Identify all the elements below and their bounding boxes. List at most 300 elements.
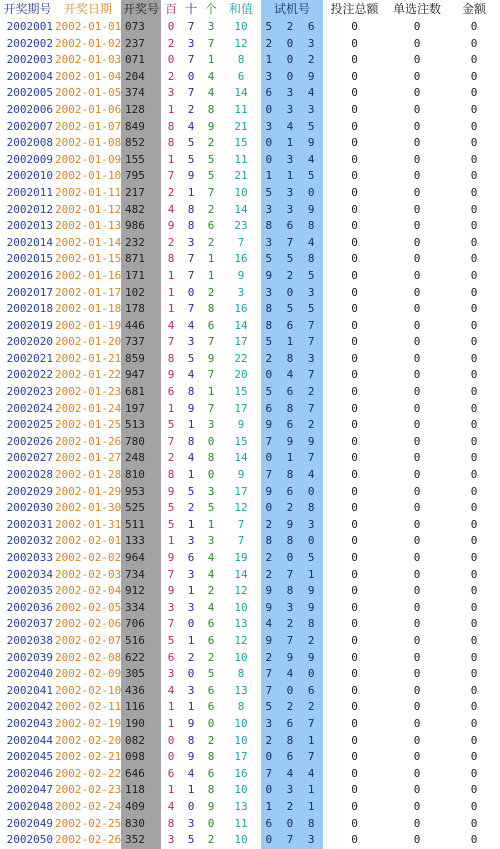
date-cell[interactable]: 2002-02-03 — [55, 567, 121, 581]
trial-cell[interactable]: 2 9 3 — [261, 517, 323, 534]
hundreds-cell[interactable]: 7 — [167, 335, 175, 349]
trial-cell[interactable]: 1 1 5 — [261, 168, 323, 185]
bet-total-cell[interactable]: 0 — [351, 152, 358, 166]
table-row[interactable] — [0, 616, 500, 633]
hundreds-cell[interactable]: 8 — [167, 136, 175, 150]
tens-cell[interactable]: 3 — [187, 600, 195, 614]
units-cell[interactable]: 0 — [207, 468, 215, 482]
single-count-cell[interactable]: 0 — [413, 185, 421, 199]
number-cell[interactable]: 912 — [121, 583, 161, 600]
issue-cell[interactable]: 2002043 — [6, 716, 53, 730]
number-cell[interactable]: 102 — [121, 285, 161, 302]
sum-cell[interactable]: 10 — [234, 650, 248, 664]
amount-cell[interactable]: 0 — [470, 136, 478, 150]
date-cell[interactable]: 2002-02-06 — [55, 617, 121, 631]
trial-cell[interactable]: 7 4 0 — [261, 666, 323, 683]
tens-cell[interactable]: 8 — [187, 733, 195, 747]
amount-cell[interactable]: 0 — [470, 69, 478, 83]
hundreds-cell[interactable]: 0 — [167, 20, 175, 33]
trial-cell[interactable]: 3 0 9 — [261, 69, 323, 86]
amount-cell[interactable]: 0 — [470, 385, 478, 399]
number-cell[interactable]: 852 — [121, 135, 161, 152]
amount-cell[interactable]: 0 — [470, 252, 478, 266]
sum-cell[interactable]: 16 — [234, 302, 248, 316]
number-cell[interactable]: 681 — [121, 384, 161, 401]
sum-cell[interactable]: 17 — [234, 401, 248, 415]
issue-cell[interactable]: 2002032 — [6, 534, 53, 548]
table-row[interactable] — [0, 533, 500, 550]
number-cell[interactable]: 947 — [121, 367, 161, 384]
table-row[interactable] — [0, 666, 500, 683]
issue-cell[interactable]: 2002013 — [6, 219, 53, 233]
amount-cell[interactable]: 0 — [470, 766, 478, 780]
bet-total-cell[interactable]: 0 — [351, 20, 358, 33]
date-cell[interactable]: 2002-02-22 — [55, 766, 121, 780]
units-cell[interactable]: 3 — [207, 484, 215, 498]
trial-cell[interactable]: 0 7 3 — [261, 832, 323, 849]
bet-total-cell[interactable]: 0 — [351, 650, 358, 664]
issue-cell[interactable]: 2002012 — [6, 202, 53, 216]
hundreds-cell[interactable]: 5 — [167, 517, 175, 531]
header-date[interactable]: 开奖日期 — [63, 2, 112, 16]
units-cell[interactable]: 3 — [207, 418, 215, 432]
tens-cell[interactable]: 8 — [187, 385, 195, 399]
single-count-cell[interactable]: 0 — [413, 501, 421, 515]
table-row[interactable] — [0, 85, 500, 102]
single-count-cell[interactable]: 0 — [413, 219, 421, 233]
bet-total-cell[interactable]: 0 — [351, 268, 358, 282]
sum-cell[interactable]: 23 — [234, 219, 248, 233]
issue-cell[interactable]: 2002040 — [6, 667, 53, 681]
table-row[interactable] — [0, 102, 500, 119]
tens-cell[interactable]: 2 — [187, 650, 195, 664]
date-cell[interactable]: 2002-01-08 — [55, 136, 121, 150]
issue-cell[interactable]: 2002009 — [6, 152, 53, 166]
units-cell[interactable]: 6 — [207, 683, 215, 697]
sum-cell[interactable]: 10 — [234, 833, 248, 847]
table-row[interactable] — [0, 434, 500, 451]
single-count-cell[interactable]: 0 — [413, 53, 421, 67]
units-cell[interactable]: 4 — [207, 69, 215, 83]
number-cell[interactable]: 334 — [121, 600, 161, 617]
date-cell[interactable]: 2002-01-03 — [55, 53, 121, 67]
bet-total-cell[interactable]: 0 — [351, 434, 358, 448]
sum-cell[interactable]: 6 — [237, 69, 245, 83]
table-row[interactable] — [0, 235, 500, 252]
trial-cell[interactable]: 1 2 1 — [261, 799, 323, 816]
amount-cell[interactable]: 0 — [470, 268, 478, 282]
units-cell[interactable]: 2 — [207, 285, 215, 299]
amount-cell[interactable]: 0 — [470, 119, 478, 133]
sum-cell[interactable]: 9 — [237, 268, 245, 282]
amount-cell[interactable]: 0 — [470, 302, 478, 316]
amount-cell[interactable]: 0 — [470, 169, 478, 183]
tens-cell[interactable]: 6 — [187, 551, 195, 564]
number-cell[interactable]: 513 — [121, 417, 161, 434]
units-cell[interactable]: 7 — [207, 36, 215, 50]
issue-cell[interactable]: 2002034 — [6, 567, 53, 581]
single-count-cell[interactable]: 0 — [413, 683, 421, 697]
trial-cell[interactable]: 0 3 4 — [261, 152, 323, 169]
table-row[interactable] — [0, 633, 500, 650]
units-cell[interactable]: 0 — [207, 716, 215, 730]
date-cell[interactable]: 2002-01-26 — [55, 434, 121, 448]
table-row[interactable] — [0, 318, 500, 335]
date-cell[interactable]: 2002-01-27 — [55, 451, 121, 465]
bet-total-cell[interactable]: 0 — [351, 617, 358, 631]
table-row[interactable] — [0, 816, 500, 833]
units-cell[interactable]: 5 — [207, 501, 215, 515]
trial-cell[interactable]: 4 2 8 — [261, 616, 323, 633]
amount-cell[interactable]: 0 — [470, 351, 478, 365]
header-hundreds[interactable]: 百 — [164, 2, 177, 16]
amount-cell[interactable]: 0 — [470, 468, 478, 482]
sum-cell[interactable]: 10 — [234, 600, 248, 614]
date-cell[interactable]: 2002-02-02 — [55, 551, 121, 564]
number-cell[interactable]: 859 — [121, 351, 161, 368]
bet-total-cell[interactable]: 0 — [351, 816, 358, 830]
table-row[interactable] — [0, 202, 500, 219]
units-cell[interactable]: 1 — [207, 53, 215, 67]
hundreds-cell[interactable]: 1 — [167, 152, 175, 166]
amount-cell[interactable]: 0 — [470, 534, 478, 548]
single-count-cell[interactable]: 0 — [413, 86, 421, 100]
trial-cell[interactable]: 0 6 7 — [261, 749, 323, 766]
sum-cell[interactable]: 9 — [237, 418, 245, 432]
single-count-cell[interactable]: 0 — [413, 799, 421, 813]
amount-cell[interactable]: 0 — [470, 418, 478, 432]
units-cell[interactable]: 8 — [207, 783, 215, 797]
table-row[interactable] — [0, 384, 500, 401]
units-cell[interactable]: 4 — [207, 86, 215, 100]
hundreds-cell[interactable]: 6 — [167, 385, 175, 399]
number-cell[interactable]: 737 — [121, 334, 161, 351]
single-count-cell[interactable]: 0 — [413, 351, 421, 365]
bet-total-cell[interactable]: 0 — [351, 783, 358, 797]
trial-cell[interactable]: 3 4 5 — [261, 119, 323, 136]
amount-cell[interactable]: 0 — [470, 617, 478, 631]
date-cell[interactable]: 2002-02-19 — [55, 716, 121, 730]
tens-cell[interactable]: 4 — [187, 368, 195, 382]
units-cell[interactable]: 7 — [207, 401, 215, 415]
bet-total-cell[interactable]: 0 — [351, 385, 358, 399]
tens-cell[interactable]: 0 — [187, 285, 195, 299]
single-count-cell[interactable]: 0 — [413, 136, 421, 150]
number-cell[interactable]: 446 — [121, 318, 161, 335]
sum-cell[interactable]: 15 — [234, 385, 248, 399]
trial-cell[interactable]: 5 6 2 — [261, 384, 323, 401]
units-cell[interactable]: 4 — [207, 600, 215, 614]
number-cell[interactable]: 374 — [121, 85, 161, 102]
single-count-cell[interactable]: 0 — [413, 468, 421, 482]
sum-cell[interactable]: 19 — [234, 551, 248, 564]
date-cell[interactable]: 2002-01-25 — [55, 418, 121, 432]
hundreds-cell[interactable]: 7 — [167, 169, 175, 183]
trial-cell[interactable]: 2 9 9 — [261, 650, 323, 667]
sum-cell[interactable]: 10 — [234, 716, 248, 730]
single-count-cell[interactable]: 0 — [413, 418, 421, 432]
bet-total-cell[interactable]: 0 — [351, 102, 358, 116]
table-row[interactable] — [0, 600, 500, 617]
sum-cell[interactable]: 12 — [234, 36, 248, 50]
trial-cell[interactable]: 9 3 9 — [261, 600, 323, 617]
tens-cell[interactable]: 3 — [187, 567, 195, 581]
issue-cell[interactable]: 2002017 — [6, 285, 53, 299]
units-cell[interactable]: 1 — [207, 268, 215, 282]
bet-total-cell[interactable]: 0 — [351, 667, 358, 681]
issue-cell[interactable]: 2002049 — [6, 816, 53, 830]
units-cell[interactable]: 9 — [207, 351, 215, 365]
tens-cell[interactable]: 1 — [187, 517, 195, 531]
issue-cell[interactable]: 2002030 — [6, 501, 53, 515]
number-cell[interactable]: 482 — [121, 202, 161, 219]
single-count-cell[interactable]: 0 — [413, 716, 421, 730]
number-cell[interactable]: 810 — [121, 467, 161, 484]
number-cell[interactable]: 352 — [121, 832, 161, 849]
tens-cell[interactable]: 5 — [187, 484, 195, 498]
table-row[interactable] — [0, 351, 500, 368]
single-count-cell[interactable]: 0 — [413, 335, 421, 349]
hundreds-cell[interactable]: 5 — [167, 501, 175, 515]
table-row[interactable] — [0, 251, 500, 268]
hundreds-cell[interactable]: 2 — [167, 185, 175, 199]
bet-total-cell[interactable]: 0 — [351, 584, 358, 598]
single-count-cell[interactable]: 0 — [413, 20, 421, 33]
date-cell[interactable]: 2002-01-24 — [55, 401, 121, 415]
single-count-cell[interactable]: 0 — [413, 268, 421, 282]
date-cell[interactable]: 2002-02-11 — [55, 700, 121, 714]
trial-cell[interactable]: 0 4 7 — [261, 367, 323, 384]
amount-cell[interactable]: 0 — [470, 335, 478, 349]
table-row[interactable] — [0, 417, 500, 434]
trial-cell[interactable]: 7 8 4 — [261, 467, 323, 484]
date-cell[interactable]: 2002-01-31 — [55, 517, 121, 531]
units-cell[interactable]: 7 — [207, 335, 215, 349]
sum-cell[interactable]: 7 — [237, 235, 245, 249]
issue-cell[interactable]: 2002038 — [6, 633, 53, 647]
amount-cell[interactable]: 0 — [470, 650, 478, 664]
single-count-cell[interactable]: 0 — [413, 633, 421, 647]
number-cell[interactable]: 436 — [121, 683, 161, 700]
number-cell[interactable]: 734 — [121, 567, 161, 584]
sum-cell[interactable]: 14 — [234, 86, 248, 100]
tens-cell[interactable]: 2 — [187, 501, 195, 515]
sum-cell[interactable]: 11 — [234, 152, 248, 166]
trial-cell[interactable]: 0 1 7 — [261, 450, 323, 467]
hundreds-cell[interactable]: 5 — [167, 633, 175, 647]
bet-total-cell[interactable]: 0 — [351, 766, 358, 780]
single-count-cell[interactable]: 0 — [413, 667, 421, 681]
number-cell[interactable]: 155 — [121, 152, 161, 169]
tens-cell[interactable]: 7 — [187, 252, 195, 266]
sum-cell[interactable]: 8 — [237, 53, 245, 67]
units-cell[interactable]: 2 — [207, 584, 215, 598]
single-count-cell[interactable]: 0 — [413, 766, 421, 780]
table-row[interactable] — [0, 152, 500, 169]
amount-cell[interactable]: 0 — [470, 501, 478, 515]
hundreds-cell[interactable]: 4 — [167, 799, 175, 813]
units-cell[interactable]: 6 — [207, 617, 215, 631]
date-cell[interactable]: 2002-01-06 — [55, 102, 121, 116]
date-cell[interactable]: 2002-02-21 — [55, 750, 121, 764]
header-issue[interactable]: 开奖期号 — [3, 2, 52, 16]
tens-cell[interactable]: 3 — [187, 534, 195, 548]
table-row[interactable] — [0, 69, 500, 86]
number-cell[interactable]: 197 — [121, 401, 161, 418]
date-cell[interactable]: 2002-02-26 — [55, 833, 121, 847]
bet-total-cell[interactable]: 0 — [351, 401, 358, 415]
number-cell[interactable]: 232 — [121, 235, 161, 252]
issue-cell[interactable]: 2002016 — [6, 268, 53, 282]
issue-cell[interactable]: 2002022 — [6, 368, 53, 382]
trial-cell[interactable]: 5 1 7 — [261, 334, 323, 351]
issue-cell[interactable]: 2002003 — [6, 53, 53, 67]
hundreds-cell[interactable]: 1 — [167, 302, 175, 316]
hundreds-cell[interactable]: 9 — [167, 368, 175, 382]
date-cell[interactable]: 2002-01-28 — [55, 468, 121, 482]
units-cell[interactable]: 5 — [207, 667, 215, 681]
trial-cell[interactable]: 2 0 3 — [261, 36, 323, 53]
sum-cell[interactable]: 13 — [234, 617, 248, 631]
hundreds-cell[interactable]: 5 — [167, 418, 175, 432]
tens-cell[interactable]: 9 — [187, 401, 195, 415]
sum-cell[interactable]: 8 — [237, 700, 245, 714]
hundreds-cell[interactable]: 3 — [167, 833, 175, 847]
hundreds-cell[interactable]: 2 — [167, 36, 175, 50]
table-row[interactable] — [0, 500, 500, 517]
single-count-cell[interactable]: 0 — [413, 534, 421, 548]
units-cell[interactable]: 6 — [207, 219, 215, 233]
single-count-cell[interactable]: 0 — [413, 783, 421, 797]
bet-total-cell[interactable]: 0 — [351, 69, 358, 83]
tens-cell[interactable]: 4 — [187, 119, 195, 133]
amount-cell[interactable]: 0 — [470, 285, 478, 299]
issue-cell[interactable]: 2002007 — [6, 119, 53, 133]
sum-cell[interactable]: 10 — [234, 20, 248, 33]
bet-total-cell[interactable]: 0 — [351, 683, 358, 697]
bet-total-cell[interactable]: 0 — [351, 484, 358, 498]
number-cell[interactable]: 646 — [121, 766, 161, 783]
single-count-cell[interactable]: 0 — [413, 202, 421, 216]
amount-cell[interactable]: 0 — [470, 716, 478, 730]
date-cell[interactable]: 2002-02-10 — [55, 683, 121, 697]
date-cell[interactable]: 2002-01-18 — [55, 302, 121, 316]
units-cell[interactable]: 6 — [207, 700, 215, 714]
table-row[interactable] — [0, 699, 500, 716]
units-cell[interactable]: 3 — [207, 534, 215, 548]
bet-total-cell[interactable]: 0 — [351, 833, 358, 847]
sum-cell[interactable]: 14 — [234, 202, 248, 216]
hundreds-cell[interactable]: 3 — [167, 86, 175, 100]
single-count-cell[interactable]: 0 — [413, 650, 421, 664]
issue-cell[interactable]: 2002041 — [6, 683, 53, 697]
date-cell[interactable]: 2002-01-02 — [55, 36, 121, 50]
sum-cell[interactable]: 7 — [237, 534, 245, 548]
trial-cell[interactable]: 6 0 8 — [261, 816, 323, 833]
bet-total-cell[interactable]: 0 — [351, 169, 358, 183]
tens-cell[interactable]: 7 — [187, 86, 195, 100]
hundreds-cell[interactable]: 2 — [167, 235, 175, 249]
table-row[interactable] — [0, 218, 500, 235]
number-cell[interactable]: 830 — [121, 816, 161, 833]
tens-cell[interactable]: 8 — [187, 434, 195, 448]
bet-total-cell[interactable]: 0 — [351, 235, 358, 249]
sum-cell[interactable]: 3 — [237, 285, 245, 299]
amount-cell[interactable]: 0 — [470, 451, 478, 465]
hundreds-cell[interactable]: 9 — [167, 219, 175, 233]
single-count-cell[interactable]: 0 — [413, 551, 421, 564]
date-cell[interactable]: 2002-01-20 — [55, 335, 121, 349]
units-cell[interactable]: 9 — [207, 119, 215, 133]
table-row[interactable] — [0, 832, 500, 849]
single-count-cell[interactable]: 0 — [413, 750, 421, 764]
date-cell[interactable]: 2002-02-23 — [55, 783, 121, 797]
number-cell[interactable]: 171 — [121, 268, 161, 285]
hundreds-cell[interactable]: 1 — [167, 783, 175, 797]
table-row[interactable] — [0, 268, 500, 285]
units-cell[interactable]: 2 — [207, 833, 215, 847]
tens-cell[interactable]: 0 — [187, 69, 195, 83]
number-cell[interactable]: 204 — [121, 69, 161, 86]
amount-cell[interactable]: 0 — [470, 683, 478, 697]
hundreds-cell[interactable]: 1 — [167, 401, 175, 415]
number-cell[interactable]: 964 — [121, 550, 161, 567]
bet-total-cell[interactable]: 0 — [351, 468, 358, 482]
trial-cell[interactable]: 7 9 9 — [261, 434, 323, 451]
bet-total-cell[interactable]: 0 — [351, 716, 358, 730]
sum-cell[interactable]: 12 — [234, 633, 248, 647]
amount-cell[interactable]: 0 — [470, 185, 478, 199]
number-cell[interactable]: 217 — [121, 185, 161, 202]
issue-cell[interactable]: 2002001 — [6, 20, 53, 33]
issue-cell[interactable]: 2002050 — [6, 833, 53, 847]
table-row[interactable] — [0, 36, 500, 53]
units-cell[interactable]: 0 — [207, 434, 215, 448]
table-row[interactable] — [0, 119, 500, 136]
date-cell[interactable]: 2002-01-30 — [55, 501, 121, 515]
hundreds-cell[interactable]: 2 — [167, 69, 175, 83]
single-count-cell[interactable]: 0 — [413, 517, 421, 531]
single-count-cell[interactable]: 0 — [413, 385, 421, 399]
issue-cell[interactable]: 2002014 — [6, 235, 53, 249]
header-units[interactable]: 个 — [204, 2, 217, 16]
units-cell[interactable]: 5 — [207, 169, 215, 183]
number-cell[interactable]: 248 — [121, 450, 161, 467]
amount-cell[interactable]: 0 — [470, 633, 478, 647]
tens-cell[interactable]: 8 — [187, 202, 195, 216]
single-count-cell[interactable]: 0 — [413, 733, 421, 747]
hundreds-cell[interactable]: 6 — [167, 650, 175, 664]
tens-cell[interactable]: 1 — [187, 700, 195, 714]
units-cell[interactable]: 2 — [207, 136, 215, 150]
sum-cell[interactable]: 20 — [234, 368, 248, 382]
tens-cell[interactable]: 3 — [187, 235, 195, 249]
date-cell[interactable]: 2002-02-25 — [55, 816, 121, 830]
date-cell[interactable]: 2002-01-09 — [55, 152, 121, 166]
tens-cell[interactable]: 7 — [187, 302, 195, 316]
amount-cell[interactable]: 0 — [470, 401, 478, 415]
number-cell[interactable]: 849 — [121, 119, 161, 136]
bet-total-cell[interactable]: 0 — [351, 318, 358, 332]
hundreds-cell[interactable]: 3 — [167, 600, 175, 614]
amount-cell[interactable]: 0 — [470, 584, 478, 598]
table-row[interactable] — [0, 367, 500, 384]
units-cell[interactable]: 8 — [207, 750, 215, 764]
trial-cell[interactable]: 6 3 4 — [261, 85, 323, 102]
single-count-cell[interactable]: 0 — [413, 235, 421, 249]
units-cell[interactable]: 2 — [207, 650, 215, 664]
tens-cell[interactable]: 9 — [187, 750, 195, 764]
